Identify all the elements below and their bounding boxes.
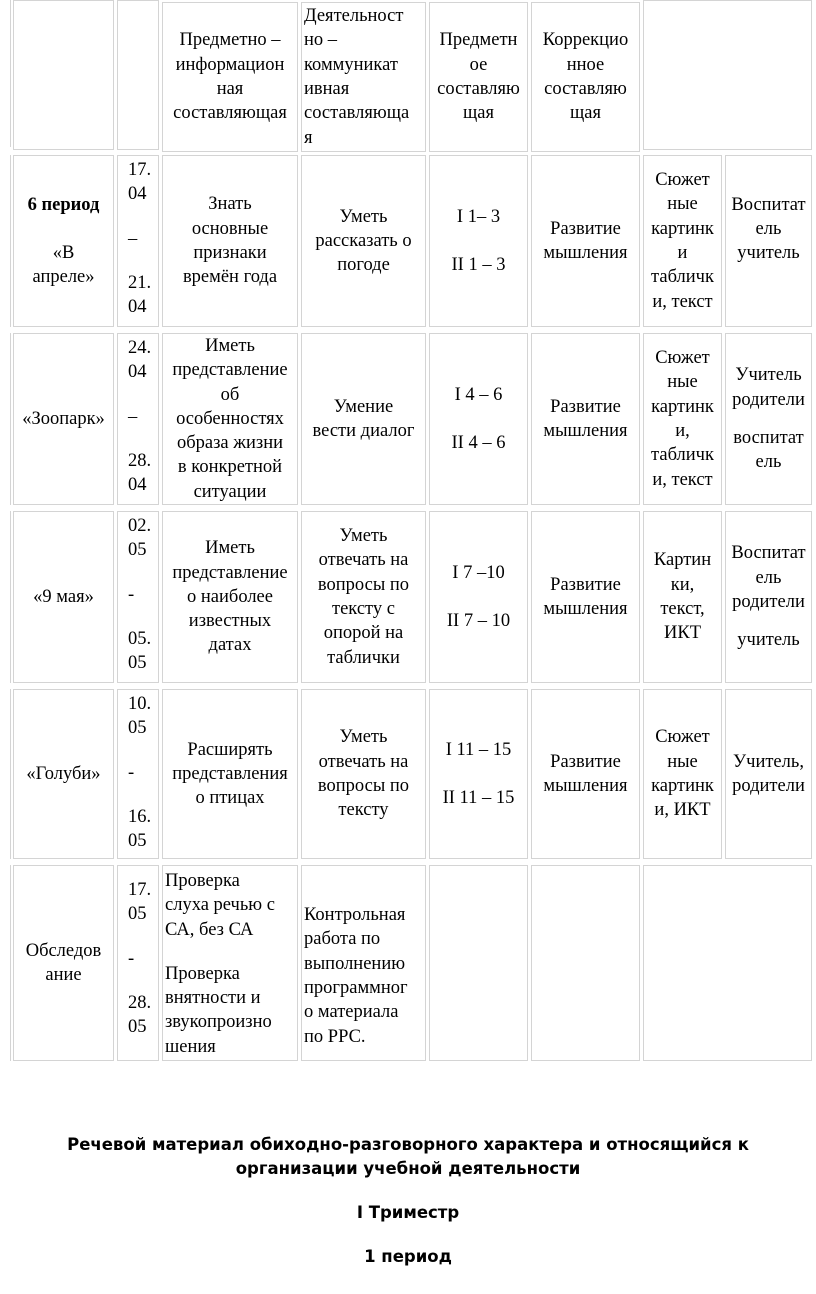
header-cell-activity [301, 2, 426, 152]
section-heading-line: организации учебной деятельности [235, 1159, 581, 1178]
cell-line: табличк [651, 445, 714, 466]
dates-cell [117, 333, 159, 505]
cell-line: СА, без СА [165, 919, 254, 940]
cell-line: Сюжет [655, 727, 710, 748]
cell-line: вопросы по [317, 574, 410, 595]
header-line: информацион [175, 54, 285, 75]
table-border [10, 511, 11, 683]
subject-info-cell [162, 511, 298, 683]
cell-line: текст, [660, 599, 705, 619]
header-cell-dates [117, 0, 159, 150]
header-cell-extra [643, 0, 812, 150]
period-line: Обследов [25, 940, 102, 961]
cell-line: и, [675, 421, 690, 441]
date-line: 02. [128, 516, 152, 536]
cell-line: I 4 – 6 [454, 384, 503, 405]
subject-cell [429, 865, 528, 1061]
date-line: 10. [128, 694, 152, 714]
cell-line: таблички [327, 647, 400, 668]
cell-line: родители [732, 776, 805, 796]
materials-cell [643, 689, 722, 859]
correction-cell [531, 689, 640, 859]
cell-line: известных [188, 611, 272, 632]
date-line: - [128, 584, 135, 605]
cell-line: I 7 –10 [452, 562, 505, 583]
dates-cell [117, 155, 159, 327]
date-line: 05 [128, 653, 147, 674]
subject-cell [429, 333, 528, 505]
period-line: апреле» [32, 267, 95, 288]
period-heading: 6 период [27, 194, 100, 215]
header-line: но – [304, 30, 338, 51]
date-line: - [128, 948, 135, 969]
date-line: 05 [128, 904, 147, 925]
table-border [10, 865, 11, 1061]
cell-line: картинк [651, 218, 714, 239]
header-cell-subject [429, 2, 528, 152]
participants-cell [725, 511, 812, 683]
cell-line: Развитие [550, 218, 621, 239]
cell-line: Контрольная [304, 905, 406, 926]
header-cell-period [13, 0, 114, 150]
header-line: Деятельност [304, 6, 404, 27]
header-cell-correction [531, 2, 640, 152]
cell-line: родители [732, 389, 805, 410]
date-line: 28. [128, 992, 152, 1013]
cell-line: Проверка [165, 963, 240, 984]
cell-line: Воспитат [731, 543, 806, 564]
participants-cell [725, 333, 812, 505]
cell-line: слуха речью с [165, 895, 275, 916]
cell-line: о птицах [195, 788, 265, 809]
period-cell [13, 333, 114, 505]
cell-line: Расширять [187, 739, 273, 760]
date-line: - [128, 762, 135, 783]
date-line: 05 [128, 718, 147, 739]
cell-line: Учитель, [733, 751, 804, 772]
date-line: 05. [128, 628, 152, 649]
cell-line: вести диалог [312, 421, 415, 441]
activity-cell [301, 511, 426, 683]
cell-line: I 11 – 15 [445, 739, 512, 760]
cell-line: работа по [304, 929, 381, 950]
date-line: 04 [128, 362, 147, 383]
cell-line: ситуации [193, 481, 267, 502]
cell-line: табличк [651, 267, 714, 288]
materials-cell [643, 333, 722, 505]
cell-line: ИКТ [664, 623, 701, 644]
date-line: 05 [128, 1017, 147, 1038]
header-line: ое [469, 54, 488, 75]
cell-line: программног [304, 978, 408, 998]
table-border [10, 689, 11, 859]
cell-line: опорой на [323, 623, 404, 644]
cell-line: признаки [193, 243, 267, 263]
period-line: «Голуби» [26, 763, 101, 784]
cell-line: ель [755, 452, 782, 473]
cell-line: мышления [543, 776, 628, 796]
cell-line: времён года [182, 267, 278, 288]
dates-cell [117, 865, 159, 1061]
cell-line: образа жизни [176, 433, 284, 454]
header-line: составляю [544, 79, 627, 99]
date-line: 04 [128, 475, 147, 496]
cell-line: рассказать о [315, 230, 412, 251]
period-line: «В [52, 242, 75, 263]
cell-line: учитель [737, 243, 800, 264]
cell-line: ные [667, 372, 698, 393]
cell-line: Знать [208, 194, 252, 215]
section-heading [0, 1133, 816, 1181]
table-border [10, 0, 11, 147]
cell-line: Умение [333, 396, 394, 417]
date-line: 24. [128, 338, 152, 358]
cell-line: II 11 – 15 [442, 788, 515, 808]
period-line: «Зоопарк» [22, 408, 105, 429]
cell-line: Проверка [165, 870, 240, 891]
cell-line: по РРС. [304, 1026, 366, 1047]
cell-line: Сюжет [655, 348, 710, 369]
materials-cell [643, 155, 722, 327]
cell-line: выполнению [304, 953, 406, 974]
cell-line: II 7 – 10 [446, 611, 511, 631]
cell-line: Уметь [339, 727, 388, 748]
cell-line: мышления [543, 243, 628, 263]
date-line: 17. [128, 880, 152, 900]
cell-line: о материала [304, 1002, 399, 1023]
cell-line: представление [172, 562, 288, 583]
cell-line: и, текст [652, 469, 713, 490]
cell-line: и, ИКТ [654, 800, 711, 821]
date-line: 17. [128, 160, 152, 180]
subject-info-cell [162, 333, 298, 505]
header-line: ивная [304, 79, 350, 99]
cell-line: воспитат [733, 428, 804, 448]
header-line: составляюща [304, 103, 410, 124]
period-heading: 1 период [364, 1247, 452, 1266]
header-line: щая [463, 103, 494, 124]
period-cell [13, 689, 114, 859]
cell-line: Воспитат [731, 194, 806, 215]
header-line: я [304, 127, 313, 148]
header-line: Предметно – [179, 30, 281, 51]
period-line: ание [45, 965, 82, 985]
cell-line: Сюжет [655, 170, 710, 191]
header-line: Коррекцио [542, 30, 629, 51]
date-line: 28. [128, 450, 152, 471]
date-line: – [128, 406, 138, 427]
subject-cell [429, 155, 528, 327]
activity-cell [301, 333, 426, 505]
cell-line: мышления [543, 421, 628, 441]
cell-line: Учитель [735, 365, 802, 386]
date-line: 04 [128, 297, 147, 318]
cell-line: Развитие [550, 574, 621, 595]
cell-line: Картин [653, 550, 712, 571]
header-line: Предметн [439, 30, 518, 51]
header-line: щая [570, 103, 601, 124]
date-line: – [128, 228, 138, 249]
activity-cell [301, 689, 426, 859]
cell-line: представления [172, 763, 288, 784]
cell-line: тексту с [332, 599, 395, 619]
materials-cell [643, 865, 812, 1061]
cell-line: картинк [651, 776, 714, 796]
participants-cell [725, 689, 812, 859]
cell-line: Развитие [550, 751, 621, 772]
header-line: составляю [437, 79, 520, 99]
header-line: составляющая [173, 103, 287, 124]
cell-line: ель [755, 567, 782, 588]
date-line: 04 [128, 184, 147, 205]
date-line: 16. [128, 806, 152, 827]
cell-line: ные [667, 751, 698, 772]
activity-cell [301, 865, 426, 1061]
cell-line: об [220, 384, 240, 405]
cell-line: мышления [543, 599, 628, 619]
period-cell [13, 155, 114, 327]
table-border [10, 333, 11, 505]
activity-cell [301, 155, 426, 327]
date-line: 05 [128, 831, 147, 852]
dates-cell [117, 689, 159, 859]
period-cell [13, 511, 114, 683]
period-line: «9 мая» [33, 586, 94, 607]
cell-line: I 1– 3 [456, 206, 501, 227]
header-cell-subject-info [162, 2, 298, 152]
cell-line: картинк [651, 396, 714, 417]
dates-cell [117, 511, 159, 683]
cell-line: Уметь [339, 206, 388, 227]
cell-line: учитель [737, 630, 800, 651]
subject-info-cell [162, 155, 298, 327]
cell-line: ные [667, 194, 698, 215]
trimester-heading: I Триместр [356, 1203, 460, 1222]
date-line: 05 [128, 540, 147, 561]
materials-cell [643, 511, 722, 683]
participants-cell [725, 155, 812, 327]
cell-line: ель [755, 218, 782, 239]
cell-line: II 4 – 6 [451, 433, 506, 453]
subject-cell [429, 511, 528, 683]
cell-line: Уметь [339, 526, 388, 547]
cell-line: представление [172, 360, 288, 381]
subject-info-cell [162, 865, 298, 1061]
cell-line: основные [191, 218, 269, 239]
cell-line: датах [208, 635, 252, 656]
cell-line: погоде [337, 255, 390, 276]
cell-line: отвечать на [318, 751, 409, 772]
date-line: 21. [128, 272, 152, 293]
cell-line: отвечать на [318, 550, 409, 571]
correction-cell [531, 155, 640, 327]
cell-line: особенностях [176, 408, 284, 429]
header-line: нное [566, 54, 605, 75]
cell-line: тексту [338, 800, 389, 821]
header-line: коммуникат [304, 54, 398, 75]
correction-cell [531, 511, 640, 683]
correction-cell [531, 333, 640, 505]
cell-line: вопросы по [317, 776, 410, 796]
cell-line: родители [732, 592, 805, 612]
cell-line: Иметь [205, 538, 255, 559]
cell-line: и, текст [652, 291, 713, 312]
subject-info-cell [162, 689, 298, 859]
cell-line: в конкретной [177, 457, 283, 478]
subject-cell [429, 689, 528, 859]
section-heading-line: Речевой материал обиходно-разговорного характера и относящийся к [67, 1135, 749, 1154]
cell-line: шения [165, 1036, 216, 1057]
correction-cell [531, 865, 640, 1061]
cell-line: ки, [670, 574, 695, 595]
cell-line: о наиболее [187, 586, 273, 607]
cell-line: и [677, 243, 688, 263]
period-cell [13, 865, 114, 1061]
cell-line: Развитие [550, 396, 621, 417]
cell-line: звукопроизно [165, 1012, 272, 1033]
table-border [10, 155, 11, 327]
cell-line: внятности и [165, 988, 261, 1009]
header-line: ная [216, 79, 244, 99]
cell-line: Иметь [205, 335, 255, 356]
cell-line: II 1 – 3 [451, 255, 506, 275]
